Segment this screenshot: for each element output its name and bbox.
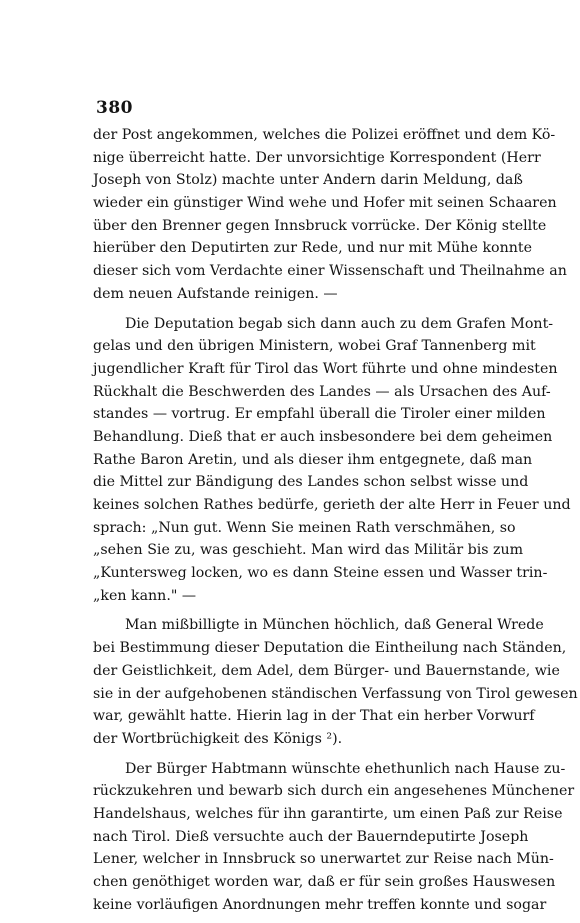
body-text <box>93 124 578 923</box>
text-line: gelas und den übrigen Ministern, wobei Graf Tannenberg mit <box>93 338 536 355</box>
text-line: der Wortbrüchigkeit des Königs ²). <box>93 730 343 747</box>
text-line: die Mittel zur Bändigung des Landes schon selbst wisse und <box>93 474 529 491</box>
text-line: keines solchen Rathes bedürfe, gerieth der alte Herr in Feuer und <box>93 497 571 513</box>
text-line: dieser sich vom Verdachte einer Wissenschaft und Theilnahme an <box>93 263 567 280</box>
text-line: „Kuntersweg locken, wo es dann Steine essen und Wasser trin- <box>93 565 548 582</box>
text-line: Man mißbilligte in München höchlich, daß General Wrede <box>125 617 544 634</box>
text-line: war, gewählt hatte. Hierin lag in der That ein herber Vorwurf <box>93 708 535 725</box>
text-line: Joseph von Stolz) machte unter Andern darin Meldung, daß <box>93 172 523 189</box>
paragraph-3 <box>93 614 578 750</box>
text-line: Der Bürger Habtmann wünschte ehethunlich nach Hause zu- <box>125 760 566 777</box>
text-line: rückzukehren und bewarb sich durch ein angesehenes Münchener <box>93 783 575 800</box>
text-line: Behandlung. Dieß that er auch insbesondere bei dem geheimen <box>93 428 553 445</box>
page-number: 380 <box>96 98 133 118</box>
text-line: Rückhalt die Beschwerden des Landes — als Ursachen des Auf- <box>93 383 551 400</box>
text-line: Die Deputation begab sich dann auch zu dem Grafen Mont- <box>125 315 554 332</box>
text-line: über den Brenner gegen Innsbruck vorrücke. Der König stellte <box>93 217 547 234</box>
text-line: wieder ein günstiger Wind wehe und Hofer mit seinen Schaaren <box>93 195 557 212</box>
paragraph-1 <box>93 124 567 306</box>
text-line: sprach: „Nun gut. Wenn Sie meinen Rath verschmähen, so <box>93 519 516 536</box>
text-line: der Post angekommen, welches die Polizei eröffnet und dem Kö- <box>93 127 556 143</box>
text-line: nige überreicht hatte. Der unvorsichtige Korrespondent (Herr <box>93 149 541 166</box>
text-line: nach Tirol. Dieß versuchte auch der Bauerndeputirte Joseph <box>93 828 529 845</box>
text-line: hierüber den Deputirten zur Rede, und nur mit Mühe konnte <box>93 240 532 257</box>
text-line: der Geistlichkeit, dem Adel, dem Bürger- und Bauernstande, wie <box>93 662 560 679</box>
text-line: sie in der aufgehobenen ständischen Verfassung von Tirol gewesen <box>93 685 578 702</box>
text-line: „ken kann." — <box>93 587 197 604</box>
paragraph-2 <box>93 313 571 608</box>
text-line: bei Bestimmung dieser Deputation die Eintheilung nach Ständen, <box>93 640 567 657</box>
paragraph-4 <box>93 758 575 917</box>
text-line: Rathe Baron Aretin, und als dieser ihm entgegnete, daß man <box>93 451 533 468</box>
text-line: Handelshaus, welches für ihn garantirte, um einen Paß zur Reise <box>93 805 563 822</box>
text-line: „sehen Sie zu, was geschieht. Man wird das Militär bis zum <box>93 542 524 559</box>
text-line: chen genöthiget worden war, daß er für sein großes Hauswesen <box>93 874 556 890</box>
text-line: Lener, welcher in Innsbruck so unerwartet zur Reise nach Mün- <box>93 851 554 868</box>
text-line: keine vorläufigen Anordnungen mehr treffen konnte und sogar <box>93 896 547 913</box>
text-line: jugendlicher Kraft für Tirol das Wort führte und ohne mindesten <box>93 360 558 377</box>
text-line: dem neuen Aufstande reinigen. — <box>93 285 338 302</box>
text-line: standes — vortrug. Er empfahl überall die Tiroler einer milden <box>93 406 546 423</box>
